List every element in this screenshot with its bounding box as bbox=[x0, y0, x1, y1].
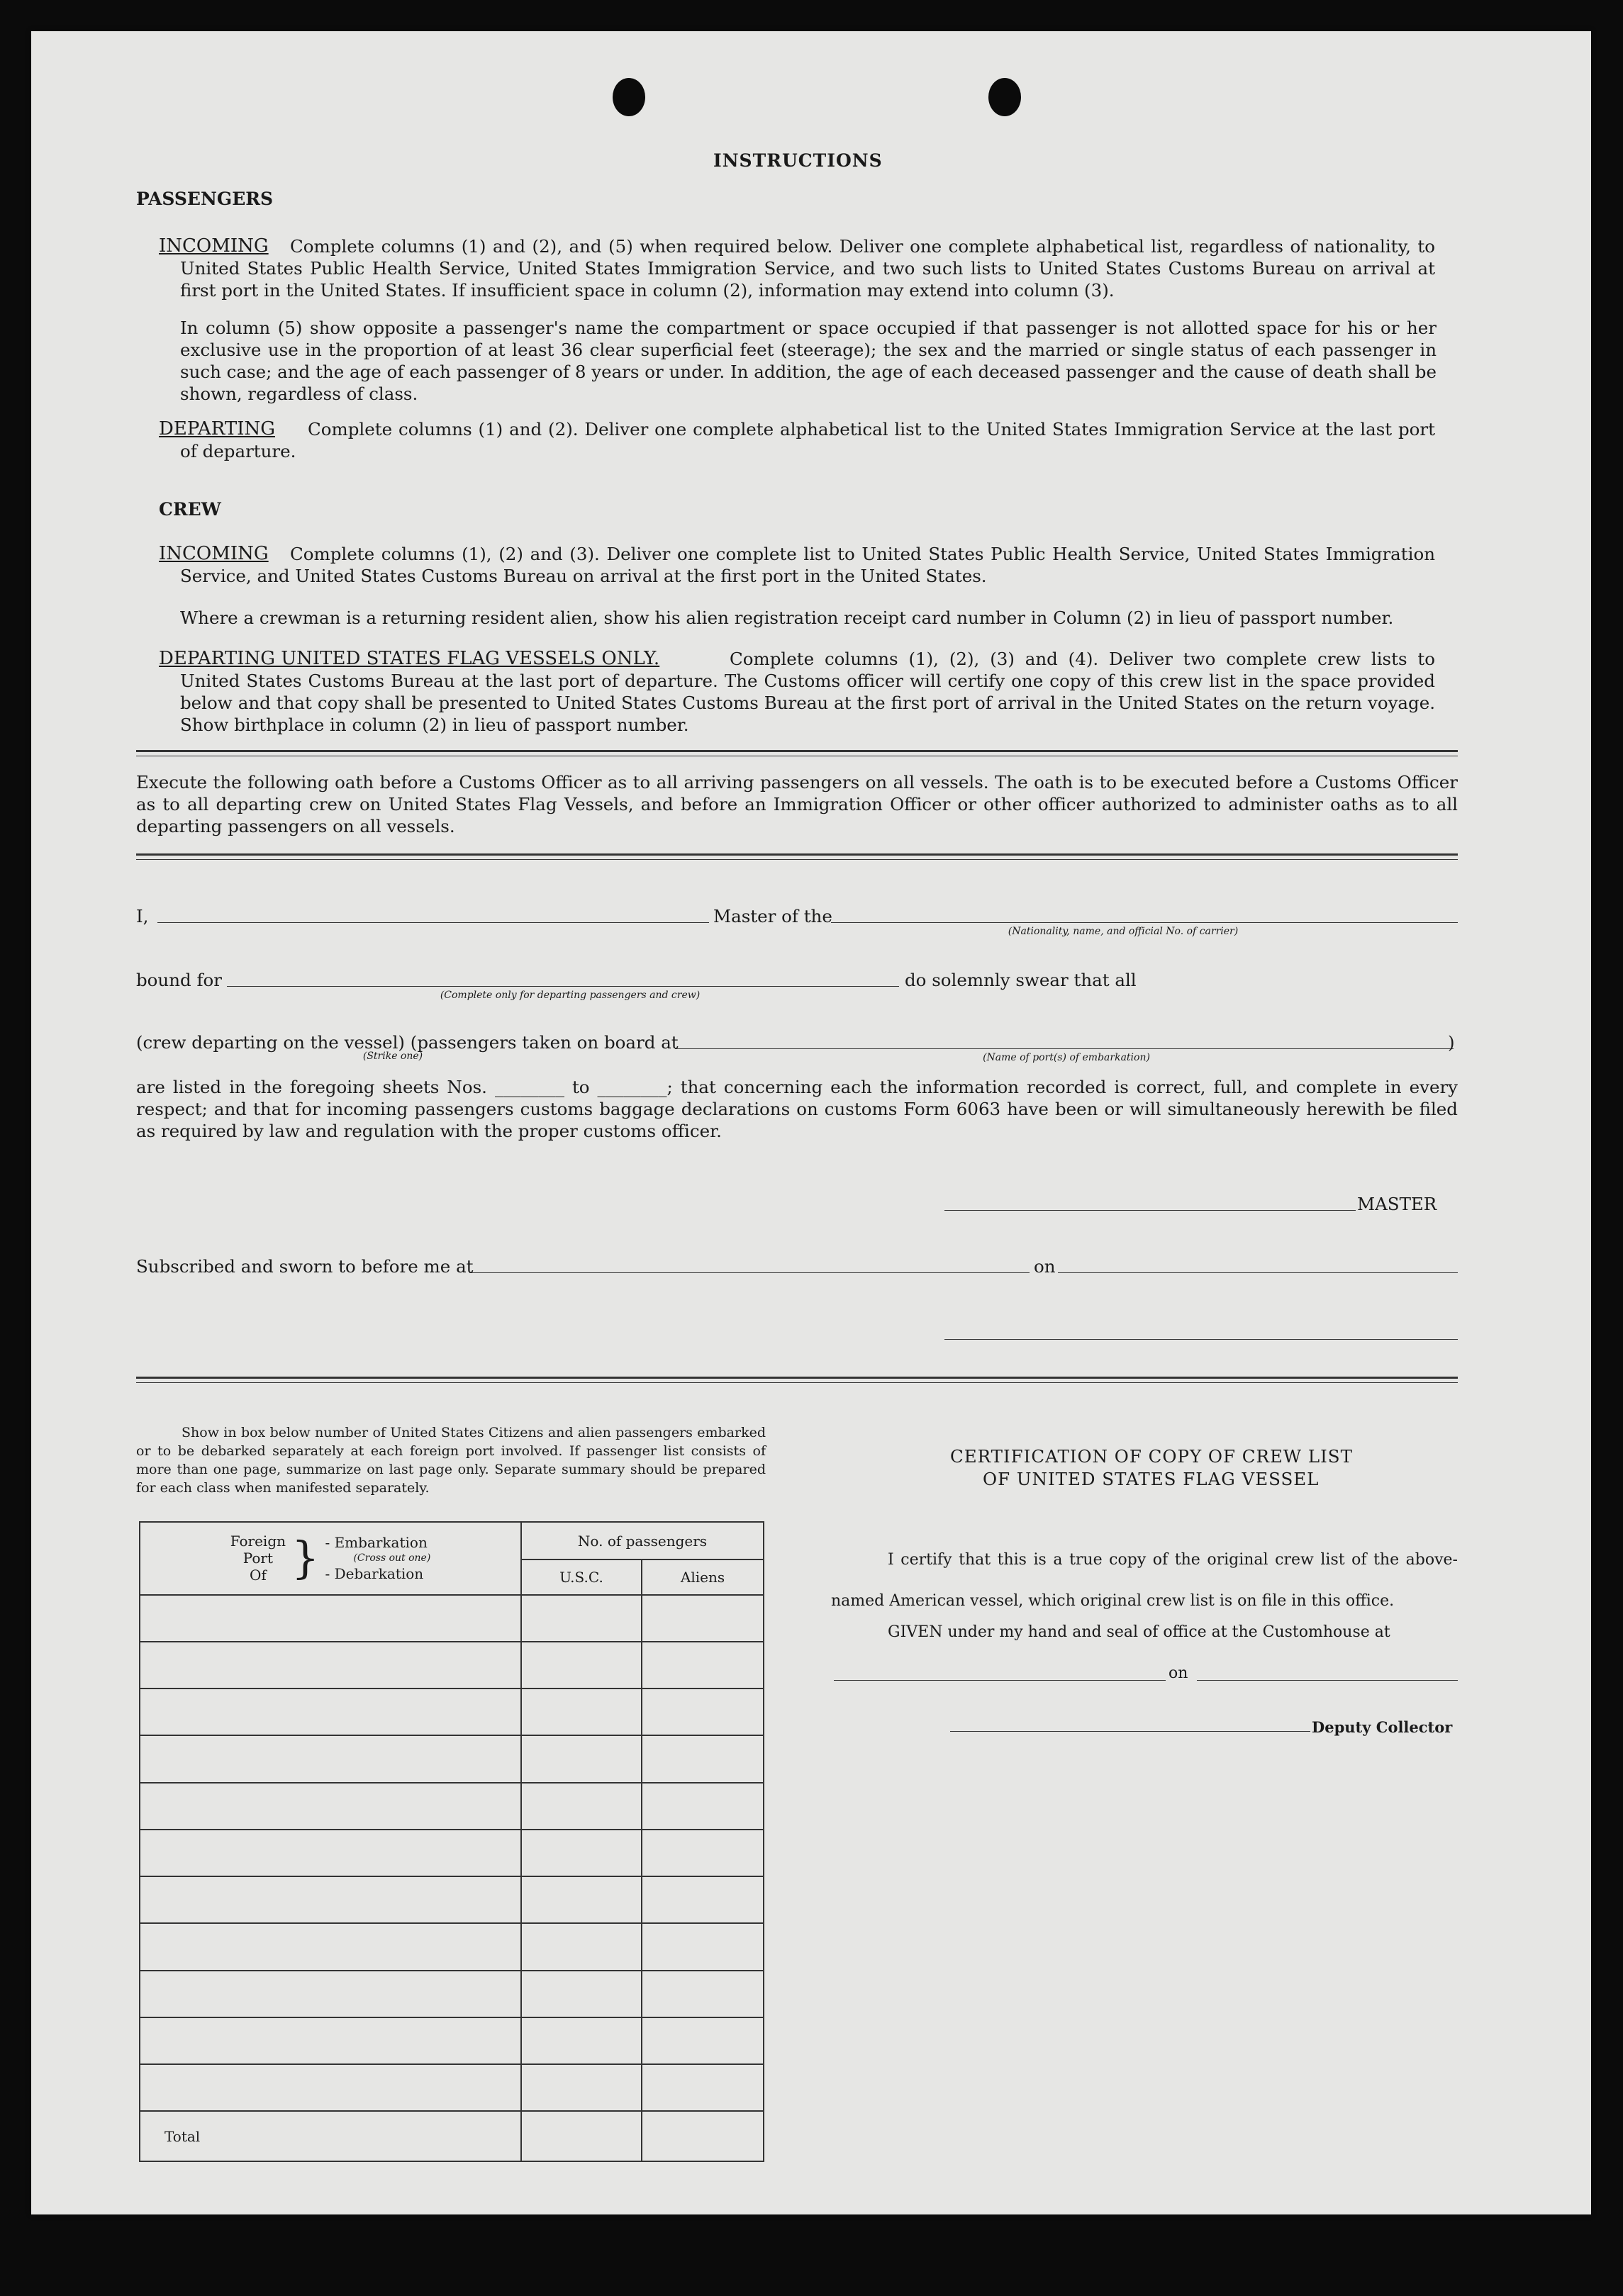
customhouse-line[interactable] bbox=[834, 1680, 1166, 1681]
form-sheet bbox=[31, 31, 1591, 2214]
table-row bbox=[140, 1595, 764, 1642]
incoming-crew-label: INCOMING bbox=[159, 543, 269, 564]
cert-on-label: on bbox=[1169, 1664, 1188, 1682]
divider-1 bbox=[136, 750, 1458, 752]
column5-text: In column (5) show opposite a passenger's name the compartment or space occupied if that passenger is not allotted space for his or her exclusive use in the proportion of at least 36 clear superficial feet (steerage); the sex and the married or single status of each passenger in such case; and the age of each passenger of 8 years or under. In addition, the age of each deceased passenger and the cause of death shall be shown, regardless of class. bbox=[180, 318, 1437, 404]
usc-cell[interactable] bbox=[521, 1783, 642, 1830]
carrier-line[interactable] bbox=[831, 922, 1458, 923]
total-label: Total bbox=[140, 2111, 521, 2161]
debarkation-label: - Debarkation bbox=[325, 1565, 424, 1583]
instructions-title: INSTRUCTIONS bbox=[713, 150, 883, 171]
aliens-cell[interactable] bbox=[642, 2017, 764, 2064]
aliens-cell[interactable] bbox=[642, 2064, 764, 2111]
oath-intro: Execute the following oath before a Customs Officer as to all arriving passengers on all vessels. The oath is to be executed before a Customs Officer as to all departing crew on United States Flag Vessels, and before an Immigration Officer or other officer authorized to administer oaths as to all departing passengers on all vessels. bbox=[136, 772, 1458, 836]
port-embarkation-line[interactable] bbox=[675, 1048, 1454, 1049]
divider-2b bbox=[136, 859, 1458, 860]
port-cell[interactable] bbox=[140, 1923, 521, 1970]
given-text: GIVEN under my hand and seal of office at the Customhouse at bbox=[888, 1623, 1390, 1641]
complete-only-caption: (Complete only for departing passengers and crew) bbox=[440, 990, 701, 1001]
bound-for-line[interactable] bbox=[227, 986, 899, 987]
aliens-cell[interactable] bbox=[642, 1783, 764, 1830]
usc-cell[interactable] bbox=[521, 2017, 642, 2064]
crewman-text: Where a crewman is a returning resident alien, show his alien registration receipt card number in Column (2) in lieu of passport number. bbox=[180, 607, 1394, 628]
cert-title-1: CERTIFICATION OF COPY OF CREW LIST bbox=[950, 1446, 1353, 1467]
port-caption: (Name of port(s) of embarkation) bbox=[983, 1052, 1150, 1063]
master-name-line[interactable] bbox=[157, 922, 709, 923]
divider-2 bbox=[136, 853, 1458, 856]
table-row bbox=[140, 2064, 764, 2111]
table-row bbox=[140, 1876, 764, 1923]
deputy-signature-line[interactable] bbox=[950, 1731, 1310, 1732]
aliens-cell[interactable] bbox=[642, 1689, 764, 1735]
port-cell[interactable] bbox=[140, 1783, 521, 1830]
cert-title-2: OF UNITED STATES FLAG VESSEL bbox=[983, 1469, 1320, 1489]
summary-instructions: Show in box below number of United States Citizens and alien passengers embarked or to be debarked separately at each foreign port involved. If passenger list consists of more than one page, summarize on last page only. Separate summary should be prepared for each class when manifested separately. bbox=[136, 1425, 766, 1496]
port-cell[interactable] bbox=[140, 1971, 521, 2017]
usc-cell[interactable] bbox=[521, 1642, 642, 1689]
close-paren: ) bbox=[1448, 1032, 1455, 1053]
incoming-passengers-label: INCOMING bbox=[159, 235, 269, 257]
table-row bbox=[140, 1971, 764, 2017]
departing-us-label: DEPARTING UNITED STATES FLAG VESSELS ONLY. bbox=[159, 648, 660, 669]
divider-3 bbox=[136, 1377, 1458, 1379]
total-aliens-cell[interactable] bbox=[642, 2111, 764, 2161]
aliens-cell[interactable] bbox=[642, 1642, 764, 1689]
master-of-the-label: Master of the bbox=[713, 906, 832, 926]
incoming-passengers-text: Complete columns (1) and (2), and (5) when required below. Deliver one complete alphabetical list, regardless of nationality, to United States Public Health Service, United States Immigration Service, and two such lists to United States Customs Bureau on arrival at first port in the United States. If insufficient space in column (2), information may extend into column (3). bbox=[180, 236, 1435, 301]
foreign-label: Foreign bbox=[230, 1533, 286, 1550]
bound-for-label: bound for bbox=[136, 970, 222, 990]
table-row bbox=[140, 1689, 764, 1735]
port-cell[interactable] bbox=[140, 2064, 521, 2111]
usc-cell[interactable] bbox=[521, 1830, 642, 1876]
port-cell[interactable] bbox=[140, 1595, 521, 1642]
no-passengers-header: No. of passengers bbox=[521, 1522, 764, 1559]
punch-hole-right bbox=[988, 78, 1021, 116]
aliens-cell[interactable] bbox=[642, 1595, 764, 1642]
cross-out-label: (Cross out one) bbox=[353, 1552, 431, 1564]
of-label: Of bbox=[249, 1567, 267, 1584]
table-row bbox=[140, 1830, 764, 1876]
subscribed-place-line[interactable] bbox=[469, 1272, 1030, 1273]
usc-cell[interactable] bbox=[521, 1876, 642, 1923]
oath-i: I, bbox=[136, 906, 149, 926]
listed-text: are listed in the foregoing sheets Nos. ________ to ________; that concerning each the information recorded is correct, full, and complete in every respect; and that for incoming passengers customs baggage declarations on customs Form 6063 have been or will simultaneously herewith be filed as required by law and regulation with the proper customs officer. bbox=[136, 1077, 1458, 1141]
solemnly-swear-label: do solemnly swear that all bbox=[905, 970, 1137, 990]
deputy-collector-label: Deputy Collector bbox=[1312, 1718, 1453, 1736]
table-row bbox=[140, 2017, 764, 2064]
master-label: MASTER bbox=[1357, 1194, 1437, 1214]
strike-one-caption: (Strike one) bbox=[362, 1051, 423, 1062]
departing-passengers-text: Complete columns (1) and (2). Deliver one complete alphabetical list to the United States Immigration Service at the last port of departure. bbox=[180, 419, 1435, 461]
aliens-cell[interactable] bbox=[642, 1923, 764, 1970]
total-usc-cell[interactable] bbox=[521, 2111, 642, 2161]
nationality-caption: (Nationality, name, and official No. of carrier) bbox=[1008, 926, 1239, 937]
embarkation-label: - Embarkation bbox=[325, 1534, 428, 1552]
crew-heading: CREW bbox=[159, 499, 221, 520]
port-cell[interactable] bbox=[140, 1735, 521, 1782]
port-cell[interactable] bbox=[140, 1830, 521, 1876]
usc-cell[interactable] bbox=[521, 2064, 642, 2111]
punch-hole-left bbox=[613, 78, 645, 116]
usc-cell[interactable] bbox=[521, 1735, 642, 1782]
table-row bbox=[140, 1783, 764, 1830]
subscribed-on-label: on bbox=[1034, 1256, 1056, 1277]
port-cell[interactable] bbox=[140, 1642, 521, 1689]
divider-3b bbox=[136, 1382, 1458, 1383]
usc-header: U.S.C. bbox=[521, 1559, 642, 1594]
crew-departing-label: (crew departing on the vessel) (passengers taken on board at bbox=[136, 1032, 679, 1053]
departing-us-text: Complete columns (1), (2), (3) and (4). Deliver two complete crew lists to United States Customs Bureau at the last port of departure. The Customs officer will certify one copy of this crew list in the space provided below and that copy shall be presented to United States Customs Bureau at the first port of arrival in the United States on the return voyage. Show birthplace in column (2) in lieu of passport number. bbox=[180, 649, 1435, 735]
aliens-cell[interactable] bbox=[642, 1876, 764, 1923]
subscribed-label: Subscribed and sworn to before me at bbox=[136, 1256, 474, 1277]
incoming-crew-text: Complete columns (1), (2) and (3). Deliver one complete list to United States Public Health Service, United States Immigration Service, and United States Customs Bureau on arrival at the first port in the United States. bbox=[180, 544, 1435, 586]
table-row bbox=[140, 1735, 764, 1782]
cert-date-line[interactable] bbox=[1197, 1680, 1458, 1681]
usc-cell[interactable] bbox=[521, 1689, 642, 1735]
port-header-cell bbox=[140, 1522, 521, 1595]
brace: } bbox=[291, 1532, 320, 1584]
master-signature-line[interactable] bbox=[944, 1210, 1356, 1211]
subscribed-date-line[interactable] bbox=[1058, 1272, 1458, 1273]
departing-passengers-label: DEPARTING bbox=[159, 418, 275, 439]
port-cell[interactable] bbox=[140, 1876, 521, 1923]
aliens-cell[interactable] bbox=[642, 1830, 764, 1876]
aliens-header: Aliens bbox=[642, 1559, 764, 1594]
passengers-heading: PASSENGERS bbox=[136, 189, 274, 209]
aliens-cell[interactable] bbox=[642, 1735, 764, 1782]
port-cell[interactable] bbox=[140, 2017, 521, 2064]
usc-cell[interactable] bbox=[521, 1923, 642, 1970]
usc-cell[interactable] bbox=[521, 1971, 642, 2017]
port-cell[interactable] bbox=[140, 1689, 521, 1735]
aliens-cell[interactable] bbox=[642, 1971, 764, 2017]
certify-text: I certify that this is a true copy of the original crew list of the above-named American vessel, which original crew list is on file in this office. bbox=[831, 1551, 1458, 1610]
port-label: Port bbox=[242, 1550, 273, 1567]
usc-cell[interactable] bbox=[521, 1595, 642, 1642]
table-row bbox=[140, 1642, 764, 1689]
passenger-summary-table bbox=[139, 1521, 764, 2162]
officer-signature-line[interactable] bbox=[944, 1339, 1458, 1340]
table-row bbox=[140, 1923, 764, 1970]
